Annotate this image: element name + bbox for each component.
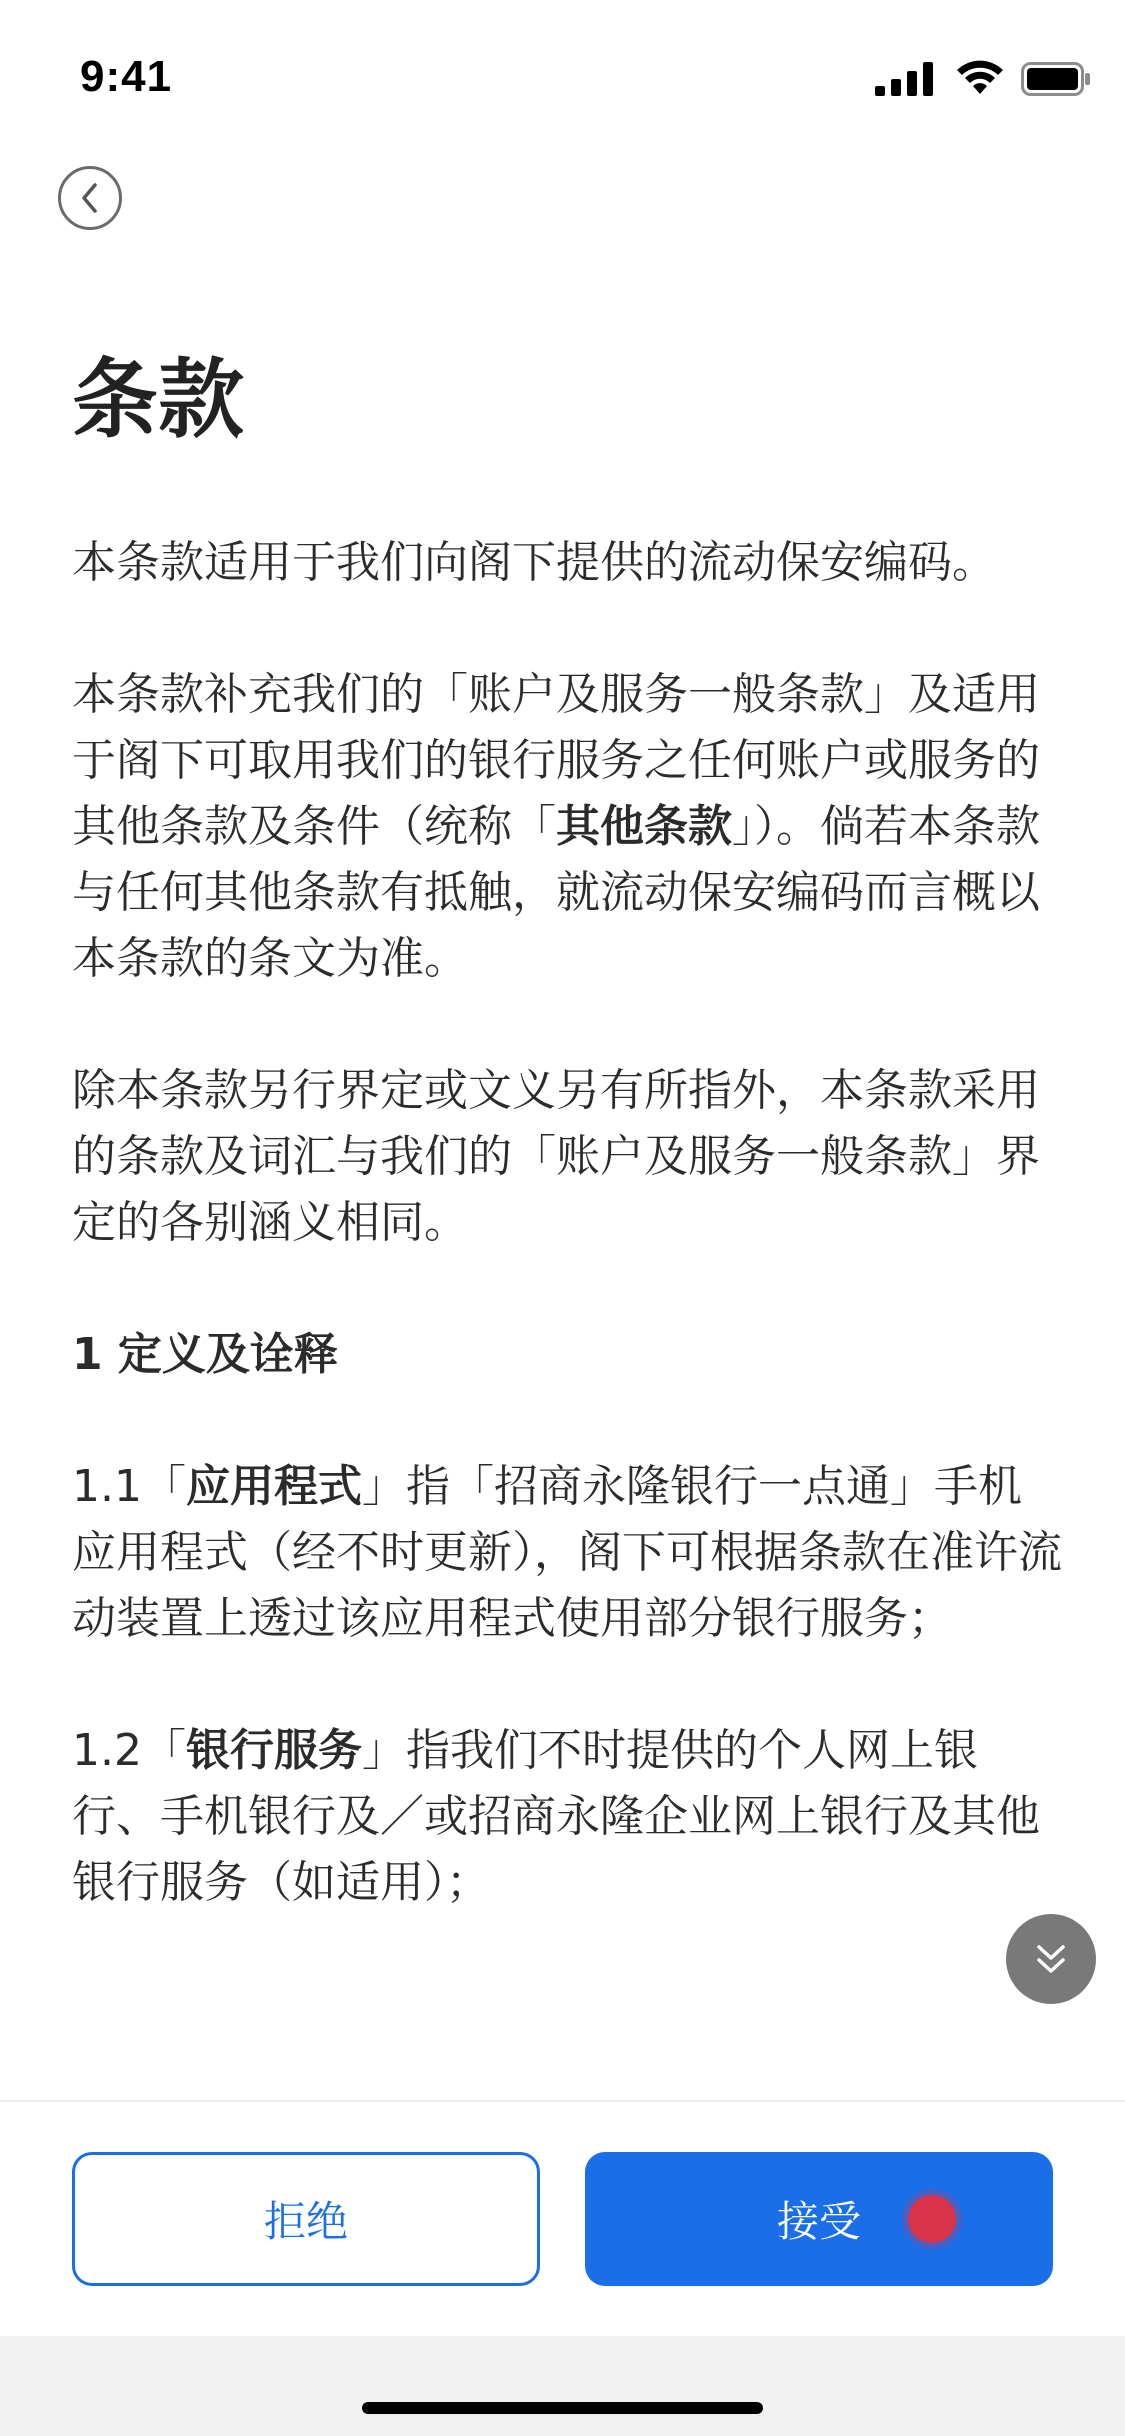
battery-icon — [1021, 62, 1091, 96]
home-indicator-area — [0, 2336, 1125, 2436]
record-indicator-dot — [908, 2195, 956, 2243]
paragraph-supplement — [72, 662, 1062, 992]
back-button[interactable] — [58, 166, 122, 230]
clause-number: 1.2「 — [72, 1725, 186, 1776]
paragraph-scope: 本条款适用于我们向阁下提供的流动保安编码。 — [72, 537, 996, 588]
defined-term-app: 应用程式 — [185, 1461, 362, 1512]
clause-text: 」指我们不时提供的个人网上银行、手机银行及／或招商永隆企业网上银行及其他银行服务（如适用）； — [72, 1725, 1040, 1908]
section-heading: 1 定义及诠释 — [72, 1329, 338, 1380]
chevron-left-icon — [76, 181, 104, 215]
reject-button[interactable]: 拒绝 — [72, 2152, 540, 2286]
defined-term-banking-services: 银行服务 — [185, 1725, 362, 1776]
terms-content — [72, 530, 1062, 1982]
double-chevron-down-icon — [1031, 1939, 1071, 1979]
accept-button-label: 接受 — [776, 2197, 861, 2246]
defined-term-other-terms: 其他条款 — [556, 801, 732, 852]
clause-text: 」指「招商永隆银行一点通」手机应用程式（经不时更新），阁下可根据条款在准许流动装置上透过该应用程式使用部分银行服务； — [72, 1461, 1062, 1644]
action-footer — [0, 2100, 1125, 2338]
scroll-to-bottom-button[interactable] — [1006, 1914, 1096, 2004]
clause-1-2 — [72, 1718, 1062, 1916]
paragraph-text: 本条款补充我们的「账户及服务一般条款」及适用于阁下可取用我们的银行服务之任何账户或服务的其他条款及条件（统称「 — [72, 669, 1040, 852]
clause-1-1 — [72, 1454, 1062, 1652]
wifi-icon — [955, 60, 1005, 96]
cellular-signal-icon — [875, 62, 935, 96]
paragraph-text: 」）。倘若本条款与任何其他条款有抵触，就流动保安编码而言概以本条款的条文为准。 — [72, 801, 1040, 984]
status-time: 9:41 — [80, 52, 173, 101]
clause-number: 1.1「 — [72, 1461, 186, 1512]
paragraph-definitions-note: 除本条款另行界定或文义另有所指外，本条款采用的条款及词汇与我们的「账户及服务一般条款」界定的各别涵义相同。 — [72, 1065, 1040, 1248]
status-bar — [0, 0, 1125, 132]
home-indicator[interactable] — [362, 2402, 763, 2414]
page-title: 条款 — [72, 350, 244, 450]
accept-button[interactable] — [585, 2152, 1053, 2286]
